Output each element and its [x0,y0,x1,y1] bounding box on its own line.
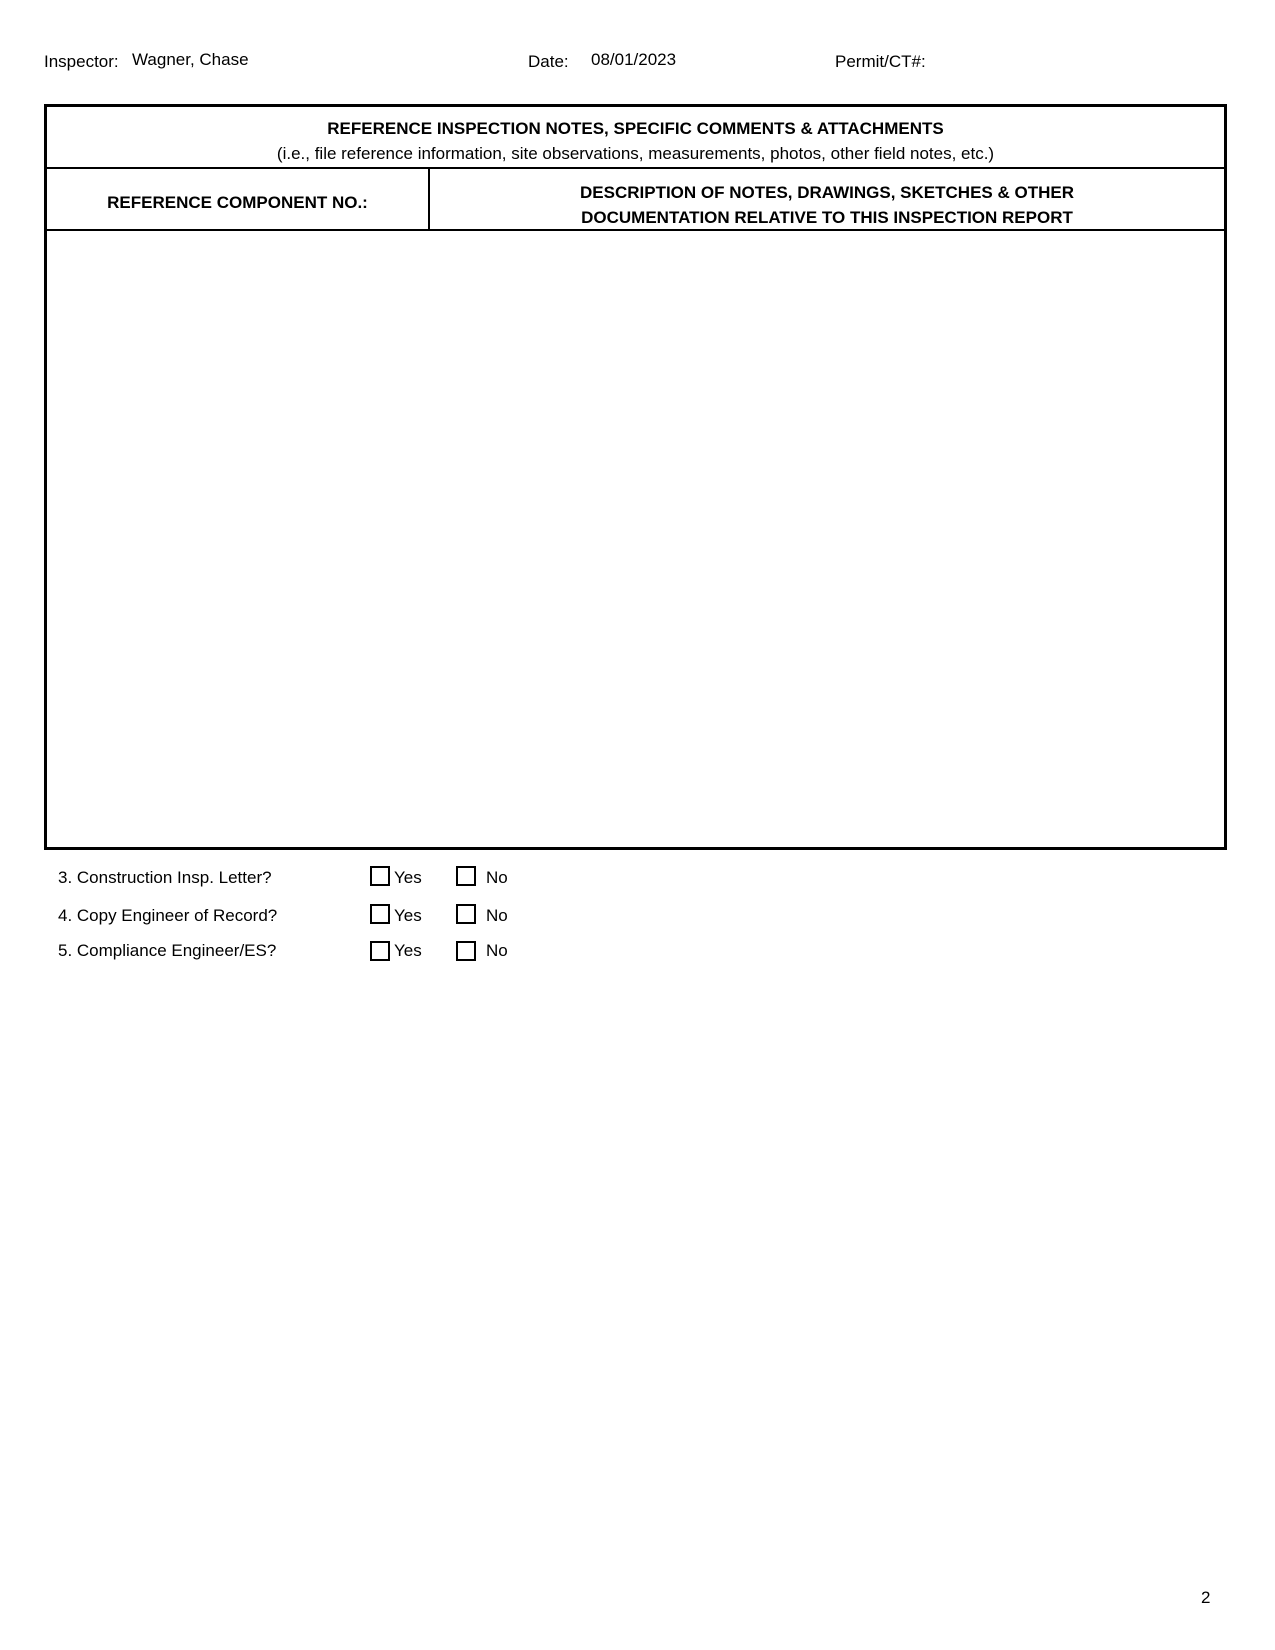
construction-letter-no-checkbox[interactable] [456,866,476,886]
description-header [430,169,1224,229]
notes-column-headers [47,169,1224,231]
permit-label: Permit/CT#: [835,52,926,71]
date-label: Date: [528,52,569,71]
notes-title: REFERENCE INSPECTION NOTES, SPECIFIC COMMENTS & ATTACHMENTS [327,119,944,138]
description-header-line-2: DOCUMENTATION RELATIVE TO THIS INSPECTION REPORT [581,208,1073,227]
construction-letter-yes-checkbox[interactable] [370,866,390,886]
construction-letter-no-label: No [486,868,508,887]
compliance-engineer-yes-label: Yes [394,941,422,960]
copy-engineer-yes-label: Yes [394,906,422,925]
notes-section [44,104,1227,850]
copy-engineer-no-checkbox[interactable] [456,904,476,924]
compliance-engineer-no-checkbox[interactable] [456,941,476,961]
compliance-engineer-yes-checkbox[interactable] [370,941,390,961]
inspector-label: Inspector: [44,52,119,71]
copy-engineer-yes-checkbox[interactable] [370,904,390,924]
checklist-label-compliance-engineer: 5. Compliance Engineer/ES? [58,941,277,960]
notes-title-row [47,107,1224,169]
copy-engineer-no-label: No [486,906,508,925]
compliance-engineer-no-label: No [486,941,508,960]
notes-subtitle: (i.e., file reference information, site observations, measurements, photos, other field notes, etc.) [276,144,995,163]
reference-component-header: REFERENCE COMPONENT NO.: [47,169,430,229]
inspector-field[interactable]: Wagner, Chase [132,50,249,69]
description-header-line-1: DESCRIPTION OF NOTES, DRAWINGS, SKETCHES & OTHER [580,183,1074,202]
permit-field[interactable] [937,50,1137,70]
checklist-label-copy-engineer: 4. Copy Engineer of Record? [58,906,278,925]
date-field[interactable]: 08/01/2023 [591,50,677,69]
construction-letter-yes-label: Yes [394,868,422,887]
checklist-label-construction-letter: 3. Construction Insp. Letter? [58,868,272,887]
page-number: 2 [1201,1588,1211,1607]
notes-entry-area[interactable] [47,231,1224,847]
